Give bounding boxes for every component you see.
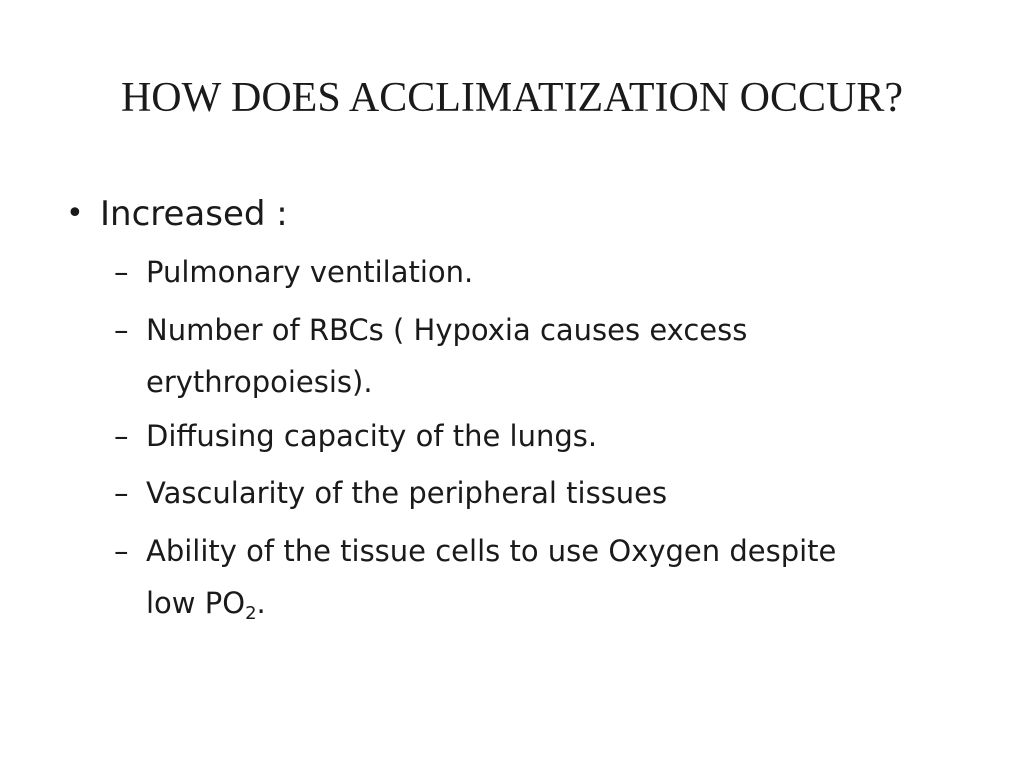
- sub-point-2: [146, 304, 946, 408]
- sub-point-line-last: [146, 577, 946, 629]
- bullet-icon: •: [66, 196, 84, 231]
- main-point: Increased :: [100, 194, 288, 234]
- sub-point-line: erythropoiesis).: [146, 365, 373, 399]
- po2-prefix: low PO: [146, 586, 246, 620]
- sub-point-line: Vascularity of the peripheral tissues: [146, 476, 668, 510]
- dash-icon: –: [114, 313, 129, 347]
- slide-title: HOW DOES ACCLIMATIZATION OCCUR?: [120, 75, 904, 121]
- dash-icon: –: [114, 419, 129, 453]
- sub-point-5: [146, 525, 946, 629]
- sub-point-3: [146, 410, 946, 462]
- po2-subscript: 2: [245, 603, 257, 624]
- sub-point-line: Diffusing capacity of the lungs.: [146, 419, 598, 453]
- po2-suffix: .: [256, 586, 266, 620]
- dash-icon: –: [114, 476, 129, 510]
- sub-point-line: Number of RBCs ( Hypoxia causes excess: [146, 313, 748, 347]
- sub-point-line: Pulmonary ventilation.: [146, 255, 474, 289]
- dash-icon: –: [114, 255, 129, 289]
- sub-point-1: [146, 246, 946, 298]
- sub-point-line: Ability of the tissue cells to use Oxygen despite: [146, 534, 837, 568]
- dash-icon: –: [114, 534, 129, 568]
- sub-point-4: [146, 467, 946, 519]
